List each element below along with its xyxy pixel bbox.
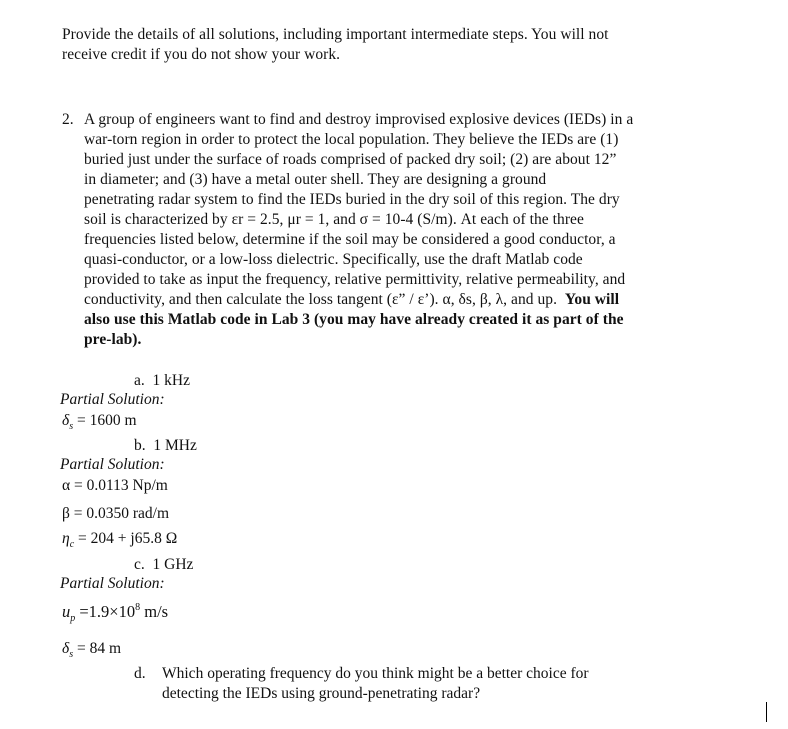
question-line: penetrating radar system to find the IEDs buried in the dry soil of this region. The dry	[84, 191, 620, 208]
question-number: 2.	[62, 111, 74, 128]
solution-alpha: α = 0.0113 Np/m	[62, 477, 168, 494]
question-line-text: conductivity, and then calculate the loss tangent (ε” / ε’). α, δs, β, λ, and up.	[84, 291, 558, 308]
part-c-heading	[134, 555, 193, 575]
question-line: frequencies listed below, determine if the soil may be considered a good conductor, a	[84, 231, 616, 248]
part-a-label: a.	[134, 372, 145, 389]
question-line: quasi-conductor, or a low-loss dielectric. Specifically, use the draft Matlab code	[84, 251, 583, 268]
question-line: provided to take as input the frequency, relative permittivity, relative permeability, and	[84, 271, 626, 288]
question-line: in diameter; and (3) have a metal outer shell. They are designing a ground	[84, 171, 547, 188]
question-line: A group of engineers want to find and destroy improvised explosive devices (IEDs) in a	[84, 111, 634, 128]
eta-symbol: η	[62, 530, 70, 547]
value: = 1600 m	[77, 412, 137, 429]
subscript: p	[70, 613, 76, 624]
question-line: soil is characterized by εr = 2.5, μr = 1, and σ = 10-4 (S/m). At each of the three	[84, 211, 584, 228]
text-cursor[interactable]	[766, 702, 767, 722]
bold-note-line: also use this Matlab code in Lab 3 (you may have already created it as part of the	[84, 311, 624, 328]
question-line	[84, 290, 734, 310]
bold-note-line: pre-lab).	[84, 331, 142, 348]
instructions	[62, 25, 742, 65]
bold-note: You will	[564, 291, 620, 308]
value: = 84 m	[77, 640, 122, 657]
part-d-line: detecting the IEDs using ground-penetrating radar?	[162, 685, 481, 702]
part-b-heading	[134, 436, 197, 456]
solution-phase-velocity	[62, 602, 168, 624]
u-symbol: u	[62, 602, 71, 621]
part-d-question	[162, 664, 589, 704]
delta-symbol: δ	[62, 412, 70, 429]
delta-symbol: δ	[62, 640, 70, 657]
solution-skin-depth	[62, 412, 137, 432]
part-d-label: d.	[134, 665, 146, 682]
solution-beta: β = 0.0350 rad/m	[62, 505, 170, 522]
instructions-line-2: receive credit if you do not show your work.	[62, 46, 341, 63]
partial-solution-label: Partial Solution:	[60, 575, 165, 592]
subscript: s	[69, 421, 74, 432]
part-a-heading	[134, 371, 190, 391]
part-d-line: Which operating frequency do you think might be a better choice for	[162, 665, 589, 682]
partial-solution-label: Partial Solution:	[60, 456, 165, 473]
part-c-label: c.	[134, 556, 145, 573]
part-b-label: b.	[134, 437, 146, 454]
value: =1.9×10	[79, 602, 136, 621]
question-line: buried just under the surface of roads comprised of packed dry soil; (2) are about 12”	[84, 151, 617, 168]
exponent: 8	[135, 602, 141, 613]
partial-solution-label: Partial Solution:	[60, 391, 165, 408]
subscript: c	[69, 539, 75, 550]
part-a-frequency: 1 kHz	[152, 372, 190, 389]
part-c-frequency: 1 GHz	[152, 556, 194, 573]
value: = 204 + j65.8 Ω	[78, 530, 178, 547]
instructions-line-1: Provide the details of all solutions, including important intermediate steps. You will not	[62, 26, 609, 43]
subscript: s	[69, 649, 74, 660]
question-body	[84, 110, 734, 350]
unit: m/s	[140, 602, 169, 621]
solution-skin-depth	[62, 640, 121, 660]
part-b-frequency: 1 MHz	[153, 437, 197, 454]
question-line: war-torn region in order to protect the local population. They believe the IEDs are (1)	[84, 131, 619, 148]
solution-impedance	[62, 530, 177, 550]
